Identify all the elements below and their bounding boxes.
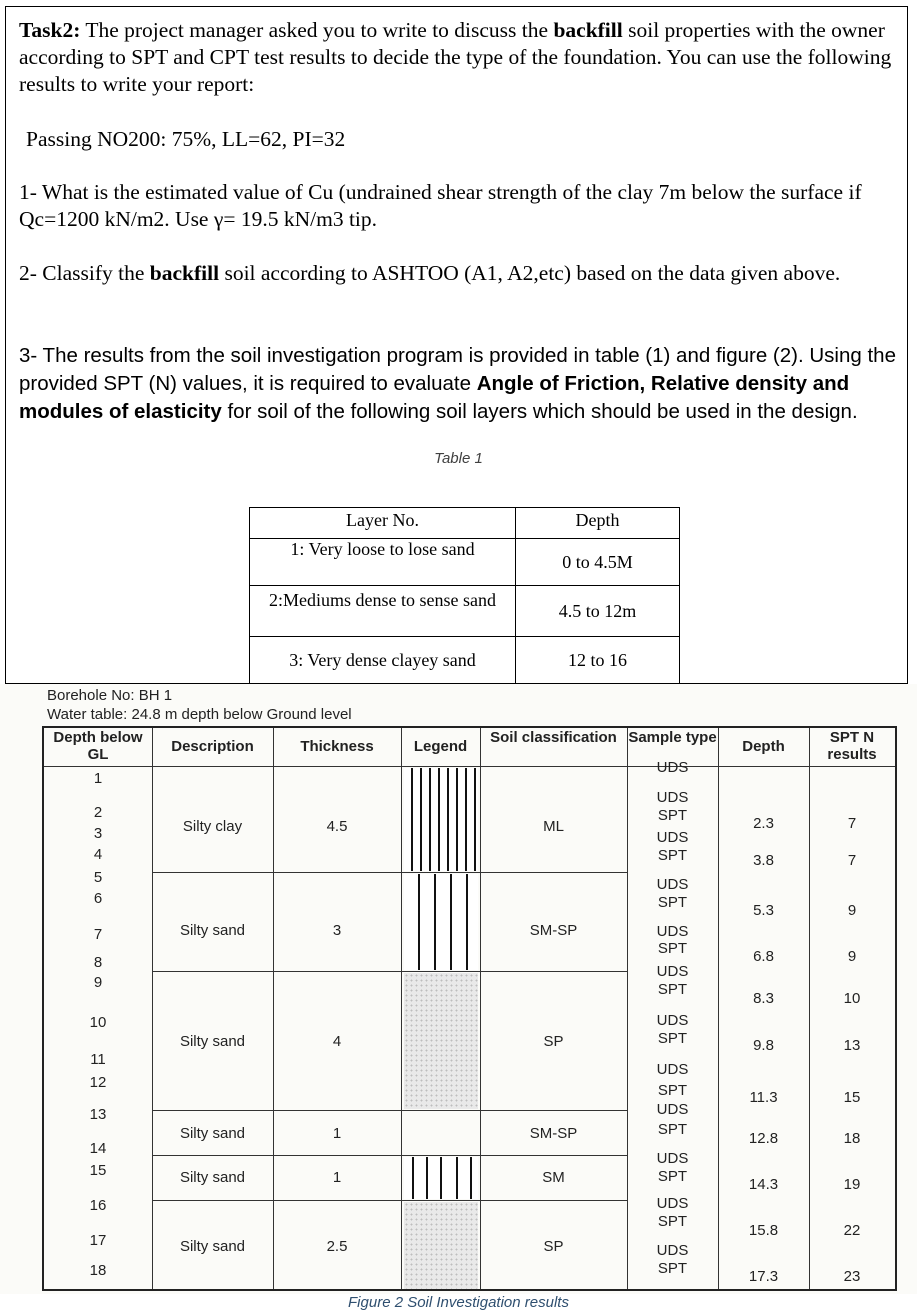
sample-depth: 8.3 [753,990,774,1007]
layer-description: Silty sand [179,922,246,939]
table-row [250,539,680,586]
spt-value: 10 [843,990,861,1007]
task-intro: Task2: The project manager asked you to write to discuss the backfill soil properties with the owner according to SPT and CPT test results to decide the type of the foundation. You can use the following results to write your report: [19,18,892,96]
depth-mark: 5 [93,869,103,886]
sample-type: SPT [657,894,688,911]
sample-type: SPT [657,807,688,824]
legend-pattern-sand [404,973,478,1109]
sample-depth: 17.3 [748,1268,779,1285]
depth-mark: 9 [93,974,103,991]
depth-mark: 11 [90,1051,106,1068]
depth-mark: 7 [93,926,103,943]
layer-classification: SP [543,1033,564,1050]
layer-classification: SM-SP [529,922,578,939]
sample-type: UDS [656,1101,689,1118]
layer-classification: ML [543,818,564,835]
column-divider [401,728,402,1289]
table-row [250,586,680,637]
depth-mark: 15 [89,1162,107,1179]
depth-mark: 18 [89,1262,107,1279]
header-divider [44,766,895,767]
borehole-log-table [42,726,897,1291]
header-layer-no: Layer No. [250,508,516,539]
sample-type: UDS [656,1012,689,1029]
layer-table [249,507,680,684]
layer-thickness: 3 [332,922,342,939]
layer-thickness: 4.5 [326,818,348,835]
spt-value: 15 [843,1089,861,1106]
sample-type: UDS [656,829,689,846]
layer-description: Silty sand [179,1125,246,1142]
layer-thickness: 1 [332,1125,342,1142]
layer-thickness: 2.5 [326,1238,348,1255]
sample-type: SPT [657,1082,688,1099]
header-thickness: Thickness [300,738,374,755]
sample-type: UDS [656,759,689,776]
header-depth-below-gl: Depth below GL [53,729,143,763]
legend-pattern-sand [404,1202,478,1289]
sample-type: SPT [657,940,688,957]
layer-divider [152,872,627,873]
header-sample-type: Sample type [628,729,717,746]
sample-depth: 3.8 [753,852,774,869]
header-soil-classification: Soil classification [490,729,617,746]
sample-type: SPT [657,1213,688,1230]
spt-value: 13 [843,1037,861,1054]
sample-depth: 15.8 [748,1222,779,1239]
column-divider [809,728,810,1289]
layer-description: Silty clay [182,818,243,835]
sample-type: SPT [657,1121,688,1138]
sample-type: UDS [656,1061,689,1078]
sample-type: UDS [656,1195,689,1212]
spt-value: 22 [843,1222,861,1239]
sample-depth: 14.3 [748,1176,779,1193]
sample-type: UDS [656,789,689,806]
layer-name: 3: Very dense clayey sand [250,637,516,684]
sample-type: UDS [656,1242,689,1259]
spt-value: 19 [843,1176,861,1193]
depth-mark: 6 [93,890,103,907]
depth-mark: 10 [89,1014,107,1031]
layer-depth: 0 to 4.5M [516,539,680,586]
layer-classification: SM-SP [529,1125,578,1142]
sample-type: SPT [657,981,688,998]
layer-depth: 12 to 16 [516,637,680,684]
sample-type: UDS [656,963,689,980]
header-legend: Legend [413,738,468,755]
depth-mark: 16 [89,1197,107,1214]
sample-type: SPT [657,1030,688,1047]
depth-mark: 8 [93,954,103,971]
depth-mark: 12 [89,1074,107,1091]
layer-name: 1: Very loose to lose sand [250,539,516,586]
column-divider [273,728,274,1289]
sample-type: UDS [656,923,689,940]
borehole-title: Borehole No: BH 1 [47,687,173,704]
sample-depth: 2.3 [753,815,774,832]
water-table-note: Water table: 24.8 m depth below Ground level [47,706,352,723]
sample-depth: 12.8 [748,1130,779,1147]
depth-mark: 4 [93,846,103,863]
layer-divider [152,971,627,972]
depth-mark: 13 [89,1106,107,1123]
spt-value: 18 [843,1130,861,1147]
layer-divider [152,1110,627,1111]
depth-mark: 14 [89,1140,107,1157]
figure-caption: Figure 2 Soil Investigation results [348,1294,569,1311]
column-divider [480,728,481,1289]
layer-divider [152,1155,627,1156]
depth-mark: 2 [93,804,103,821]
layer-classification: SM [542,1169,565,1186]
sample-depth: 5.3 [753,902,774,919]
depth-mark: 1 [93,770,103,787]
sample-depth: 6.8 [753,948,774,965]
header-depth: Depth [516,508,680,539]
borehole-figure [0,684,917,1294]
column-divider [152,728,153,1289]
spt-value: 7 [847,815,857,832]
spt-value: 23 [843,1268,861,1285]
sample-type: SPT [657,1260,688,1277]
question-3: 3- The results from the soil investigation program is provided in table (1) and figure (2). Using the provided SPT (N) values, it is required to evaluate Angle of Friction, Relative density and modules of elasticity for soil of the following soil layers which should be used in the design. [19,344,896,423]
sample-type: UDS [656,876,689,893]
layer-classification: SP [543,1238,564,1255]
header-spt-results: SPT N results [827,729,877,763]
passing-line: Passing NO200: 75%, LL=62, PI=32 [26,127,346,151]
spt-value: 9 [847,902,857,919]
table-row [250,637,680,684]
layer-thickness: 1 [332,1169,342,1186]
sample-depth: 9.8 [753,1037,774,1054]
header-description: Description [171,738,254,755]
sample-depth: 11.3 [749,1089,778,1106]
spt-value: 7 [847,852,857,869]
spt-value: 9 [847,948,857,965]
layer-divider [152,1200,627,1201]
sample-type: SPT [657,1168,688,1185]
depth-mark: 3 [93,825,103,842]
sample-type: UDS [656,1150,689,1167]
layer-thickness: 4 [332,1033,342,1050]
header-depth: Depth [742,738,785,755]
layer-description: Silty sand [179,1169,246,1186]
question-1: 1- What is the estimated value of Cu (undrained shear strength of the clay 7m below the surface if Qc=1200 kN/m2. Use γ= 19.5 kN/m3 tip. [19,180,862,231]
depth-mark: 17 [89,1232,107,1249]
table-header-row [250,508,680,539]
table1-caption: Table 1 [434,450,483,467]
legend-pattern-silty-sand [404,874,478,970]
layer-depth: 4.5 to 12m [516,586,680,637]
sample-type: SPT [657,847,688,864]
layer-name: 2:Mediums dense to sense sand [250,586,516,637]
column-divider [718,728,719,1289]
layer-description: Silty sand [179,1033,246,1050]
legend-pattern-silty-sand [404,1157,478,1199]
layer-description: Silty sand [179,1238,246,1255]
question-2: 2- Classify the backfill soil according to ASHTOO (A1, A2,etc) based on the data given above. [19,261,841,285]
legend-pattern-silty-clay [404,768,478,871]
